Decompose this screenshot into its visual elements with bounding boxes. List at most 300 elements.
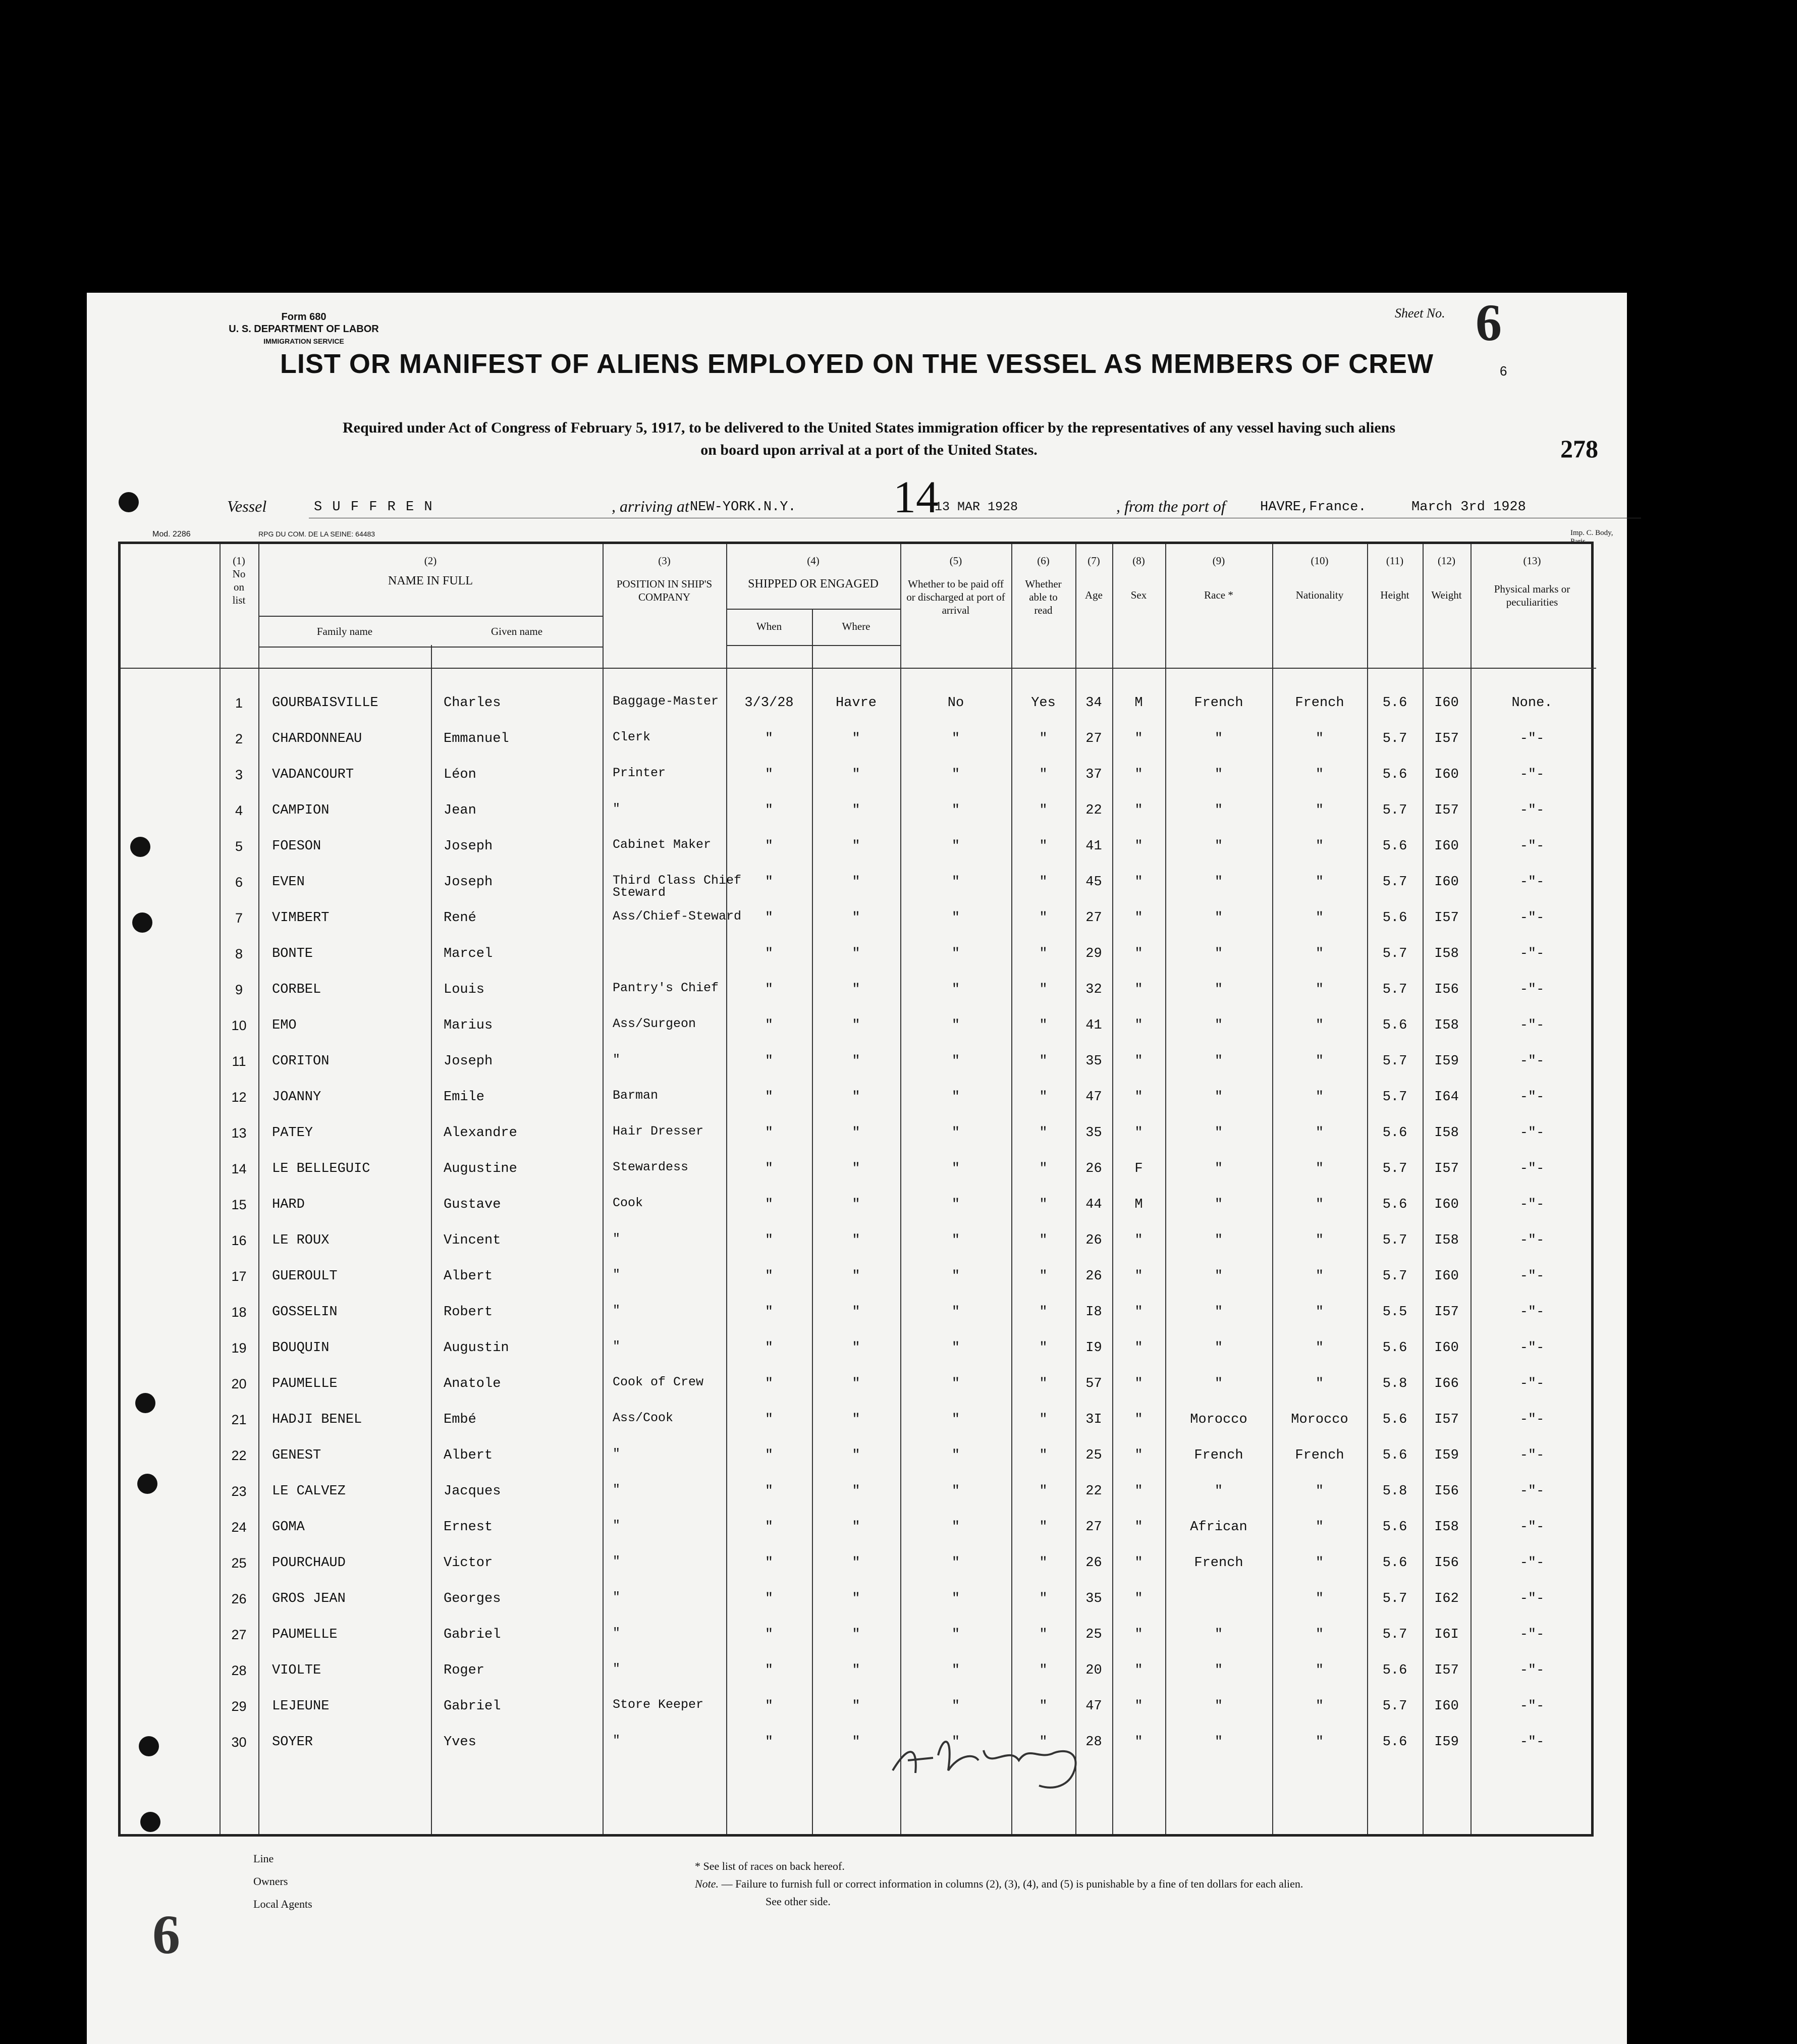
cell-position: "	[613, 1591, 621, 1603]
cell-race: "	[1214, 946, 1223, 961]
cell-height: 5.7	[1382, 1233, 1407, 1248]
cell-position: Cabinet Maker	[613, 839, 712, 851]
cell-given: Joseph	[444, 1054, 493, 1069]
cell-sex: "	[1134, 1233, 1143, 1248]
cell-when: "	[765, 767, 774, 782]
cell-when: "	[765, 1305, 774, 1320]
col11-header: (11) Height	[1380, 555, 1409, 601]
cell-no: 5	[235, 839, 243, 854]
cell-family: CAMPION	[272, 803, 330, 818]
cell-weight: I64	[1434, 1090, 1459, 1105]
cell-paid: "	[951, 875, 960, 890]
col4-header: (4) SHIPPED OR ENGAGED	[748, 555, 879, 590]
cell-read: "	[1039, 1448, 1048, 1463]
cell-height: 5.6	[1382, 1520, 1407, 1535]
cell-where: "	[852, 1376, 860, 1391]
cell-height: 5.7	[1382, 982, 1407, 997]
cell-when: "	[765, 1699, 774, 1714]
cell-weight: I58	[1434, 946, 1459, 961]
cell-nationality: "	[1315, 982, 1324, 997]
service-name: IMMIGRATION SERVICE	[263, 337, 344, 345]
cell-race: Morocco	[1190, 1412, 1247, 1427]
cell-where: "	[852, 1090, 860, 1105]
cell-family: FOESON	[272, 839, 321, 854]
cell-given: Robert	[444, 1305, 493, 1320]
cell-when: "	[765, 1448, 774, 1463]
cell-marks: -"-	[1519, 1699, 1545, 1714]
cell-read: "	[1039, 1735, 1048, 1750]
cell-race: African	[1190, 1520, 1247, 1535]
cell-race: "	[1214, 982, 1223, 997]
cell-paid: "	[951, 1197, 960, 1212]
cell-age: 20	[1085, 1663, 1102, 1678]
vessel-label: Vessel	[227, 497, 267, 515]
cell-paid: "	[951, 1448, 960, 1463]
cell-sex: "	[1134, 767, 1143, 782]
cell-nationality: "	[1315, 1555, 1324, 1571]
cell-nationality: "	[1315, 1161, 1324, 1176]
cell-age: I9	[1085, 1340, 1102, 1356]
cell-given: Yves	[444, 1735, 476, 1750]
cell-no: 24	[231, 1520, 247, 1535]
cell-nationality: "	[1315, 1018, 1324, 1033]
cell-nationality: "	[1315, 910, 1324, 926]
cell-position: "	[613, 1627, 621, 1639]
cell-when: 3/3/28	[744, 695, 794, 711]
cell-marks: -"-	[1519, 1520, 1545, 1535]
cell-paid: "	[951, 1591, 960, 1606]
cell-height: 5.7	[1382, 1161, 1407, 1176]
cell-sex: "	[1134, 1018, 1143, 1033]
cell-given: Emile	[444, 1090, 485, 1105]
cell-no: 25	[231, 1555, 247, 1571]
cell-age: 25	[1085, 1448, 1102, 1463]
cell-race: "	[1214, 1233, 1223, 1248]
cell-weight: I57	[1434, 803, 1459, 818]
cell-no: 11	[232, 1054, 246, 1069]
header-divider	[726, 609, 900, 610]
cell-when: "	[765, 1233, 774, 1248]
cell-where: "	[852, 910, 860, 926]
cell-no: 23	[231, 1484, 247, 1499]
cell-nationality: "	[1315, 1627, 1324, 1642]
cell-when: "	[765, 1018, 774, 1033]
cell-paid: "	[951, 1054, 960, 1069]
cell-weight: I60	[1434, 1269, 1459, 1284]
cell-sex: "	[1134, 875, 1143, 890]
cell-given: Marcel	[444, 946, 493, 961]
cell-height: 5.6	[1382, 767, 1407, 782]
cell-sex: "	[1134, 1699, 1143, 1714]
cell-nationality: "	[1315, 1699, 1324, 1714]
cell-when: "	[765, 1161, 774, 1176]
subtitle	[188, 417, 1550, 461]
cell-position: "	[613, 1448, 621, 1460]
races-note: * See list of races on back hereof.	[695, 1860, 845, 1872]
cell-when: "	[765, 731, 774, 746]
cell-age: 26	[1085, 1161, 1102, 1176]
cell-race: "	[1214, 1090, 1223, 1105]
cell-where: "	[852, 1555, 860, 1571]
cell-position: "	[613, 1269, 621, 1281]
cell-marks: -"-	[1519, 1376, 1545, 1391]
cell-height: 5.7	[1382, 1269, 1407, 1284]
cell-height: 5.6	[1382, 1448, 1407, 1463]
cell-height: 5.6	[1382, 910, 1407, 926]
cell-height: 5.5	[1382, 1305, 1407, 1320]
cell-nationality: "	[1315, 839, 1324, 854]
cell-family: BOUQUIN	[272, 1340, 330, 1356]
cell-sex: "	[1134, 982, 1143, 997]
cell-no: 30	[231, 1735, 247, 1750]
cell-where: "	[852, 1591, 860, 1606]
arrival-handwritten-date: 14	[893, 472, 939, 522]
cell-marks: -"-	[1519, 1018, 1545, 1033]
cell-position: "	[613, 1663, 621, 1675]
cell-nationality: "	[1315, 1269, 1324, 1284]
col-divider	[812, 610, 813, 1834]
cell-read: "	[1039, 1699, 1048, 1714]
cell-family: PAUMELLE	[272, 1627, 338, 1642]
fine-note: Note. — Failure to furnish full or correct information in columns (2), (3), (4), and (5) is punishable by a fine of ten dollars for each alien.	[695, 1877, 1303, 1890]
cell-when: "	[765, 839, 774, 854]
cell-family: GUEROULT	[272, 1269, 338, 1284]
cell-age: 34	[1085, 695, 1102, 711]
mod-number: Mod. 2286	[152, 530, 191, 539]
punch-hole	[119, 492, 139, 512]
cell-where: "	[852, 767, 860, 782]
cell-nationality: "	[1315, 1197, 1324, 1212]
cell-age: 29	[1085, 946, 1102, 961]
vessel-name: S U F F R E N	[314, 500, 433, 515]
cell-paid: "	[951, 982, 960, 997]
cell-when: "	[765, 1484, 774, 1499]
cell-read: "	[1039, 1591, 1048, 1606]
cell-height: 5.7	[1382, 803, 1407, 818]
cell-no: 27	[231, 1627, 247, 1642]
cell-family: BONTE	[272, 946, 313, 961]
cell-height: 5.7	[1382, 1090, 1407, 1105]
cell-position: "	[613, 1484, 621, 1496]
cell-marks: -"-	[1519, 731, 1545, 746]
cell-weight: I56	[1434, 982, 1459, 997]
cell-family: GOMA	[272, 1520, 305, 1535]
cell-given: Albert	[444, 1448, 493, 1463]
cell-where: "	[852, 1663, 860, 1678]
cell-when: "	[765, 803, 774, 818]
cell-nationality: Morocco	[1291, 1412, 1348, 1427]
cell-when: "	[765, 875, 774, 890]
cell-sex: "	[1134, 731, 1143, 746]
cell-age: 32	[1085, 982, 1102, 997]
cell-no: 20	[231, 1376, 247, 1391]
cell-when: "	[765, 1591, 774, 1606]
cell-height: 5.7	[1382, 731, 1407, 746]
cell-sex: "	[1134, 1269, 1143, 1284]
cell-race: "	[1214, 803, 1223, 818]
cell-when: "	[765, 1125, 774, 1141]
cell-position: Pantry's Chief	[613, 982, 719, 994]
cell-marks: -"-	[1519, 1663, 1545, 1678]
see-other-side: See other side.	[766, 1895, 831, 1908]
cell-position: Store Keeper	[613, 1699, 704, 1711]
cell-weight: I59	[1434, 1448, 1459, 1463]
cell-read: "	[1039, 1197, 1048, 1212]
cell-sex: "	[1134, 1484, 1143, 1499]
cell-when: "	[765, 1735, 774, 1750]
cell-nationality: "	[1315, 767, 1324, 782]
where-header: Where	[842, 620, 870, 632]
cell-weight: I57	[1434, 731, 1459, 746]
cell-read: Yes	[1031, 695, 1056, 711]
cell-no: 13	[231, 1125, 247, 1141]
cell-where: "	[852, 1340, 860, 1356]
arriving-label: , arriving at	[612, 497, 689, 515]
arrival-stamp: 13 MAR 1928	[935, 500, 1018, 514]
cell-when: "	[765, 1340, 774, 1356]
cell-weight: I60	[1434, 875, 1459, 890]
cell-given: Marius	[444, 1018, 493, 1033]
cell-given: Joseph	[444, 839, 493, 854]
cell-height: 5.7	[1382, 1627, 1407, 1642]
cell-where: "	[852, 1269, 860, 1284]
cell-no: 6	[235, 875, 243, 890]
cell-where: "	[852, 1161, 860, 1176]
cell-paid: "	[951, 803, 960, 818]
cell-sex: "	[1134, 1663, 1143, 1678]
cell-given: Augustine	[444, 1161, 517, 1176]
cell-when: "	[765, 910, 774, 926]
cell-age: 37	[1085, 767, 1102, 782]
cell-weight: I58	[1434, 1018, 1459, 1033]
arriving-port: NEW-YORK.N.Y.	[690, 500, 796, 515]
cell-read: "	[1039, 1520, 1048, 1535]
cell-paid: "	[951, 839, 960, 854]
cell-height: 5.6	[1382, 1555, 1407, 1571]
cell-height: 5.6	[1382, 695, 1407, 711]
cell-no: 8	[235, 946, 243, 961]
cell-when: "	[765, 1054, 774, 1069]
cell-weight: I60	[1434, 695, 1459, 711]
form-header	[228, 311, 379, 347]
cell-read: "	[1039, 767, 1048, 782]
local-agents-label: Local Agents	[253, 1898, 312, 1910]
cell-weight: I59	[1434, 1735, 1459, 1750]
cell-when: "	[765, 1520, 774, 1535]
cell-when: "	[765, 946, 774, 961]
cell-where: "	[852, 1627, 860, 1642]
col-divider	[258, 544, 259, 1834]
cell-where: "	[852, 1412, 860, 1427]
punch-hole	[140, 1812, 160, 1832]
subtitle-line-2: on board upon arrival at a port of the United States.	[700, 442, 1038, 458]
cell-nationality: "	[1315, 1054, 1324, 1069]
cell-nationality: "	[1315, 1376, 1324, 1391]
cell-marks: -"-	[1519, 1161, 1545, 1176]
cell-where: Havre	[835, 695, 877, 711]
cell-no: 12	[231, 1090, 247, 1105]
cell-where: "	[852, 1520, 860, 1535]
cell-weight: I56	[1434, 1484, 1459, 1499]
cell-height: 5.7	[1382, 946, 1407, 961]
col-divider	[603, 544, 604, 1834]
col13-header: (13) Physical marks or peculiarities	[1494, 555, 1570, 608]
cell-race: "	[1214, 839, 1223, 854]
cell-age: 57	[1085, 1376, 1102, 1391]
cell-age: 41	[1085, 839, 1102, 854]
cell-paid: "	[951, 1269, 960, 1284]
cell-family: SOYER	[272, 1735, 313, 1750]
cell-sex: "	[1134, 1448, 1143, 1463]
cell-position: Hair Dresser	[613, 1125, 704, 1138]
cell-age: 35	[1085, 1125, 1102, 1141]
cell-no: 28	[231, 1663, 247, 1678]
cell-position: "	[613, 1054, 621, 1066]
cell-family: HARD	[272, 1197, 305, 1212]
cell-position: "	[613, 1340, 621, 1353]
cell-given: Anatole	[444, 1376, 501, 1391]
cell-marks: -"-	[1519, 839, 1545, 854]
cell-weight: I60	[1434, 767, 1459, 782]
cell-read: "	[1039, 982, 1048, 997]
cell-paid: "	[951, 1627, 960, 1642]
cell-position: Baggage-Master	[613, 695, 719, 708]
cell-race: "	[1214, 1735, 1223, 1750]
cell-read: "	[1039, 1340, 1048, 1356]
sheet-number: 6	[1476, 294, 1502, 352]
cell-position: Ass/Surgeon	[613, 1018, 696, 1030]
cell-given: Charles	[444, 695, 501, 711]
cell-family: VIOLTE	[272, 1663, 321, 1678]
officer-signature	[888, 1725, 1100, 1796]
col7-header: (7) Age	[1085, 555, 1103, 601]
cell-given: Alexandre	[444, 1125, 517, 1141]
cell-weight: I56	[1434, 1555, 1459, 1571]
cell-given: Ernest	[444, 1520, 493, 1535]
cell-given: Gabriel	[444, 1627, 501, 1642]
cell-sex: "	[1134, 803, 1143, 818]
cell-paid: "	[951, 910, 960, 926]
cell-nationality: "	[1315, 1305, 1324, 1320]
cell-paid: "	[951, 1699, 960, 1714]
cell-given: René	[444, 910, 476, 926]
cell-position: Ass/Cook	[613, 1412, 674, 1424]
cell-sex: M	[1134, 695, 1143, 711]
cell-given: Emmanuel	[444, 731, 509, 746]
cell-no: 18	[231, 1305, 247, 1320]
cell-race: "	[1214, 1054, 1223, 1069]
cell-height: 5.6	[1382, 1663, 1407, 1678]
cell-when: "	[765, 1627, 774, 1642]
cell-family: POURCHAUD	[272, 1555, 346, 1571]
punch-hole	[137, 1474, 157, 1494]
cell-height: 5.6	[1382, 1018, 1407, 1033]
cell-nationality: "	[1315, 1520, 1324, 1535]
cell-age: 25	[1085, 1627, 1102, 1642]
cell-sex: "	[1134, 839, 1143, 854]
cell-where: "	[852, 803, 860, 818]
cell-given: Joseph	[444, 875, 493, 890]
cell-read: "	[1039, 1305, 1048, 1320]
cell-no: 2	[235, 731, 243, 746]
cell-height: 5.6	[1382, 1197, 1407, 1212]
cell-read: "	[1039, 1018, 1048, 1033]
cell-race: "	[1214, 1018, 1223, 1033]
cell-no: 7	[235, 910, 243, 926]
cell-sex: "	[1134, 1090, 1143, 1105]
cell-no: 21	[231, 1412, 247, 1427]
cell-age: 41	[1085, 1018, 1102, 1033]
cell-height: 5.6	[1382, 839, 1407, 854]
department-name: U. S. DEPARTMENT OF LABOR	[229, 324, 379, 335]
cell-family: GENEST	[272, 1448, 321, 1463]
cell-nationality: French	[1295, 695, 1344, 711]
cell-position: "	[613, 1555, 621, 1568]
cell-family: GROS JEAN	[272, 1591, 346, 1606]
cell-no: 4	[235, 803, 243, 818]
cell-nationality: "	[1315, 731, 1324, 746]
cell-read: "	[1039, 1663, 1048, 1678]
cell-race: French	[1194, 695, 1243, 711]
cell-given: Georges	[444, 1591, 501, 1606]
cell-marks: -"-	[1519, 982, 1545, 997]
cell-marks: -"-	[1519, 1054, 1545, 1069]
cell-paid: "	[951, 1305, 960, 1320]
cell-where: "	[852, 946, 860, 961]
cell-sex: "	[1134, 1412, 1143, 1427]
cell-where: "	[852, 839, 860, 854]
cell-family: JOANNY	[272, 1090, 321, 1105]
cell-marks: -"-	[1519, 767, 1545, 782]
cell-position: "	[613, 1305, 621, 1317]
cell-family: EVEN	[272, 875, 305, 890]
cell-where: "	[852, 1125, 860, 1141]
cell-height: 5.8	[1382, 1376, 1407, 1391]
owners-label: Owners	[253, 1875, 288, 1888]
cell-race: "	[1214, 731, 1223, 746]
cell-where: "	[852, 1305, 860, 1320]
cell-weight: I57	[1434, 910, 1459, 926]
cell-marks: -"-	[1519, 1735, 1545, 1750]
cell-age: 22	[1085, 1484, 1102, 1499]
cell-when: "	[765, 1555, 774, 1571]
cell-paid: "	[951, 1233, 960, 1248]
cell-read: "	[1039, 1412, 1048, 1427]
cell-read: "	[1039, 1161, 1048, 1176]
cell-race: "	[1214, 875, 1223, 890]
cell-height: 5.7	[1382, 875, 1407, 890]
cell-read: "	[1039, 1233, 1048, 1248]
cell-paid: "	[951, 1484, 960, 1499]
cell-age: 35	[1085, 1054, 1102, 1069]
cell-read: "	[1039, 875, 1048, 890]
cell-paid: "	[951, 1090, 960, 1105]
header-bottom-line	[121, 668, 1596, 669]
cell-family: VIMBERT	[272, 910, 330, 926]
page-title: LIST OR MANIFEST OF ALIENS EMPLOYED ON THE VESSEL AS MEMBERS OF CREW	[280, 349, 1434, 379]
cell-nationality: "	[1315, 1340, 1324, 1356]
cell-age: 26	[1085, 1555, 1102, 1571]
cell-when: "	[765, 1412, 774, 1427]
cell-position: "	[613, 1520, 621, 1532]
cell-paid: "	[951, 946, 960, 961]
from-port: HAVRE,France.	[1260, 500, 1367, 515]
cell-race: "	[1214, 1663, 1223, 1678]
cell-sex: "	[1134, 1305, 1143, 1320]
cell-nationality: "	[1315, 1663, 1324, 1678]
cell-weight: I6I	[1434, 1627, 1459, 1642]
cell-marks: -"-	[1519, 1125, 1545, 1141]
